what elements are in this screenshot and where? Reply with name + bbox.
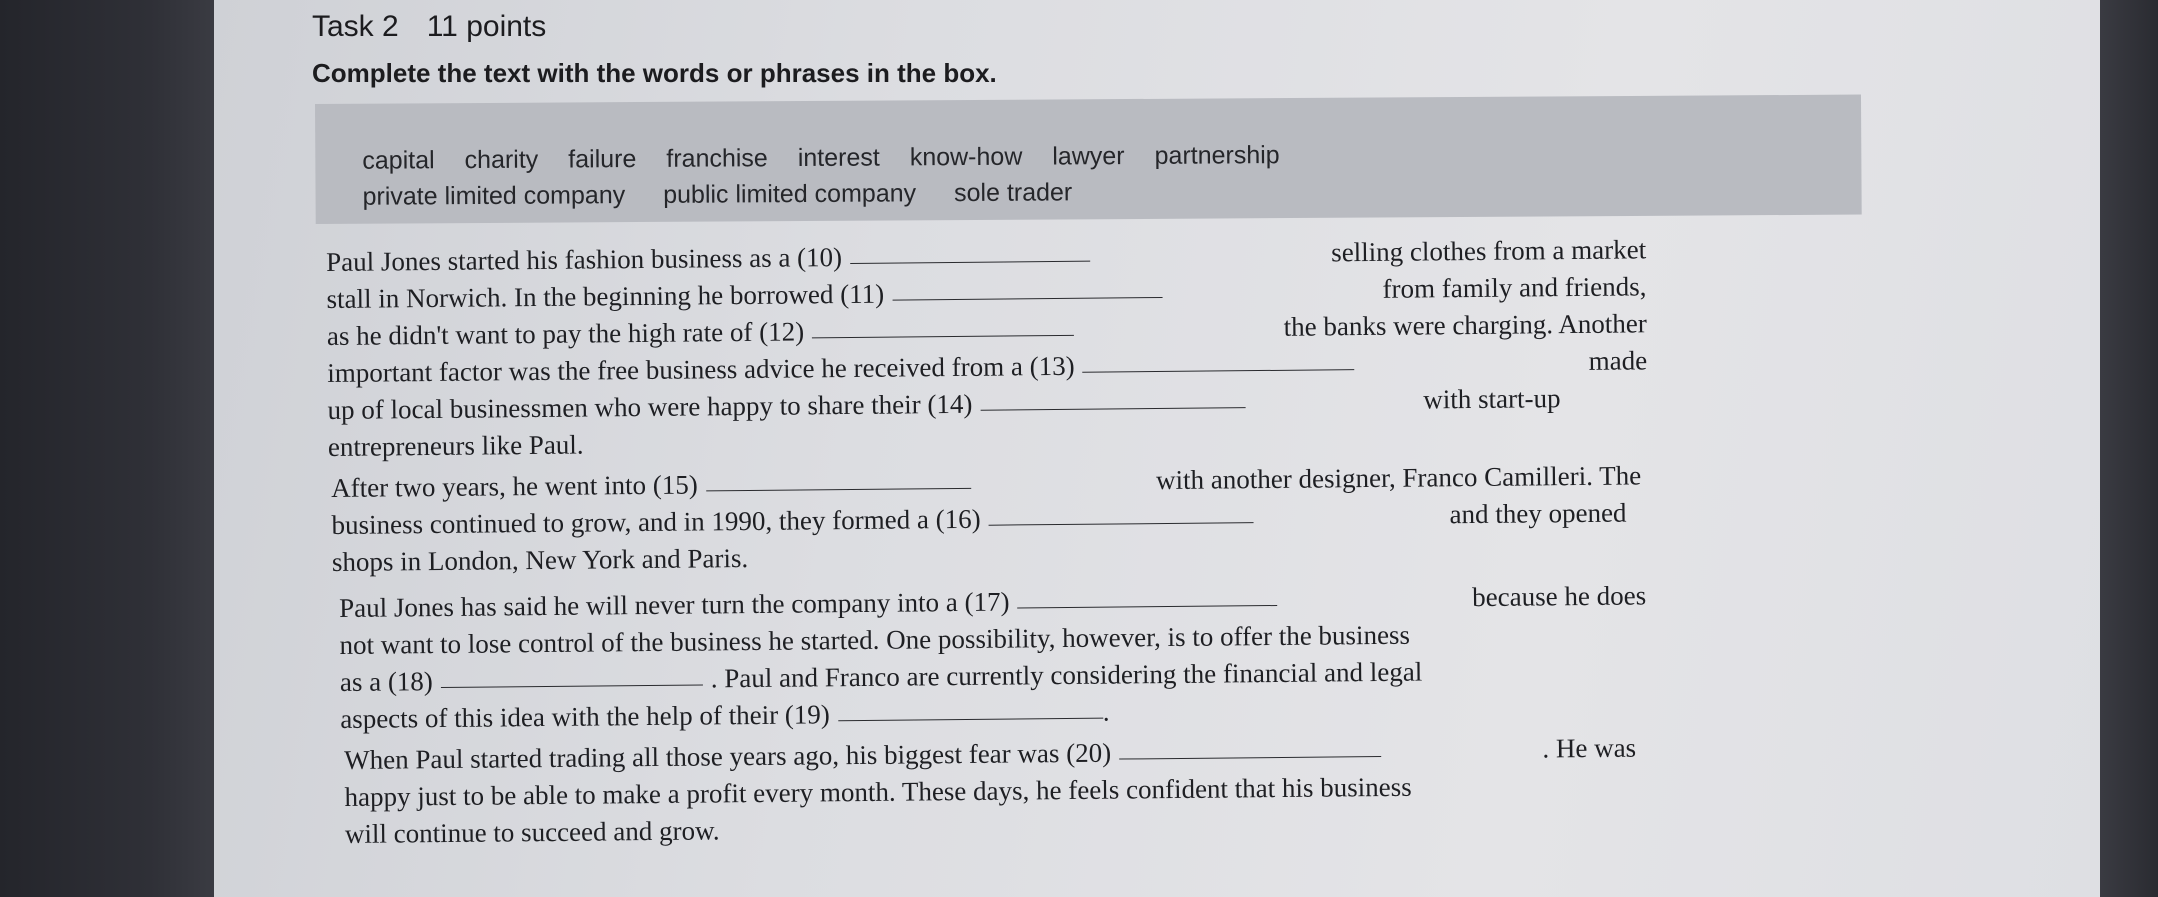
task-heading	[312, 10, 546, 44]
word-charity: charity	[464, 145, 539, 175]
text-segment: made	[1588, 345, 1648, 376]
worksheet-page	[214, 0, 2100, 897]
text-segment: because he does	[1472, 580, 1647, 613]
text-segment: from family and friends,	[1382, 271, 1647, 304]
screen-bezel-left	[0, 0, 214, 897]
text-segment: up of local businessmen who were happy to share their (14)	[327, 388, 973, 425]
answer-blank-15[interactable]	[706, 487, 971, 492]
text-segment: entrepreneurs like Paul.	[327, 429, 584, 462]
text-segment: the banks were charging. Another	[1283, 308, 1647, 342]
text-segment: as a (18)	[339, 666, 433, 697]
paragraph-1	[326, 229, 1888, 466]
word-partnership: partnership	[1154, 141, 1280, 170]
task-instruction: Complete the text with the words or phrases in the box.	[312, 58, 997, 88]
text-segment: stall in Norwich. In the beginning he borrowed (11)	[326, 278, 885, 314]
answer-blank-16[interactable]	[989, 521, 1254, 526]
text-segment: with another designer, Franco Camilleri. The	[1155, 460, 1642, 496]
answer-blank-19[interactable]	[838, 717, 1103, 722]
text-segment: important factor was the free business advice he received from a (13)	[327, 350, 1075, 388]
text-segment: with start-up	[1423, 383, 1561, 415]
word-interest: interest	[797, 143, 880, 173]
word-private-limited-company: private limited company	[362, 181, 626, 211]
text-segment: not want to lose control of the business he started. One possibility, however, is to offer the business	[339, 619, 1411, 660]
answer-blank-17[interactable]	[1018, 604, 1278, 608]
answer-blank-10[interactable]	[850, 260, 1090, 264]
answer-blank-13[interactable]	[1083, 368, 1355, 373]
paragraph-3	[339, 575, 1900, 738]
text-segment: and they opened	[1449, 497, 1627, 530]
text-segment: . He was	[1542, 732, 1637, 764]
word-box	[315, 95, 1862, 224]
word-know-how: know-how	[909, 142, 1023, 172]
text-segment: as he didn't want to pay the high rate of (12)	[326, 316, 805, 351]
text-segment: .	[1102, 696, 1110, 727]
text-segment: When Paul started trading all those years ago, his biggest fear was (20)	[344, 737, 1112, 775]
text-segment: business continued to grow, and in 1990, they formed a (16)	[331, 503, 981, 540]
answer-blank-18[interactable]	[441, 684, 703, 689]
word-box-row-2	[362, 178, 1072, 211]
paragraph-2	[331, 455, 1892, 581]
text-segment: . Paul and Franco are currently considering the financial and legal	[710, 656, 1423, 694]
word-sole-trader: sole trader	[954, 178, 1073, 208]
word-public-limited-company: public limited company	[663, 179, 917, 209]
answer-blank-12[interactable]	[812, 334, 1074, 339]
text-segment: After two years, he went into (15)	[331, 469, 698, 503]
word-franchise: franchise	[666, 144, 768, 173]
answer-blank-20[interactable]	[1119, 755, 1381, 760]
answer-blank-11[interactable]	[892, 296, 1162, 301]
screen-bezel-right	[2100, 0, 2158, 897]
text-segment: Paul Jones has said he will never turn the company into a (17)	[339, 586, 1010, 623]
task-points: 11 points	[426, 10, 547, 43]
text-segment: will continue to succeed and grow.	[344, 815, 720, 849]
paragraph-4	[344, 727, 1905, 853]
text-segment: happy just to be able to make a profit every month. These days, he feels confident that his business	[344, 771, 1412, 812]
text-segment: aspects of this idea with the help of their (19)	[340, 699, 830, 734]
word-lawyer: lawyer	[1052, 142, 1125, 171]
word-capital: capital	[362, 146, 435, 175]
text-segment: selling clothes from a market	[1331, 234, 1647, 268]
word-box-row-1	[362, 141, 1279, 176]
word-failure: failure	[568, 145, 637, 174]
text-segment: Paul Jones started his fashion business as a (10)	[326, 242, 843, 277]
answer-blank-14[interactable]	[980, 406, 1245, 411]
task-label: Task 2	[312, 10, 399, 43]
text-segment: shops in London, New York and Paris.	[331, 543, 749, 577]
